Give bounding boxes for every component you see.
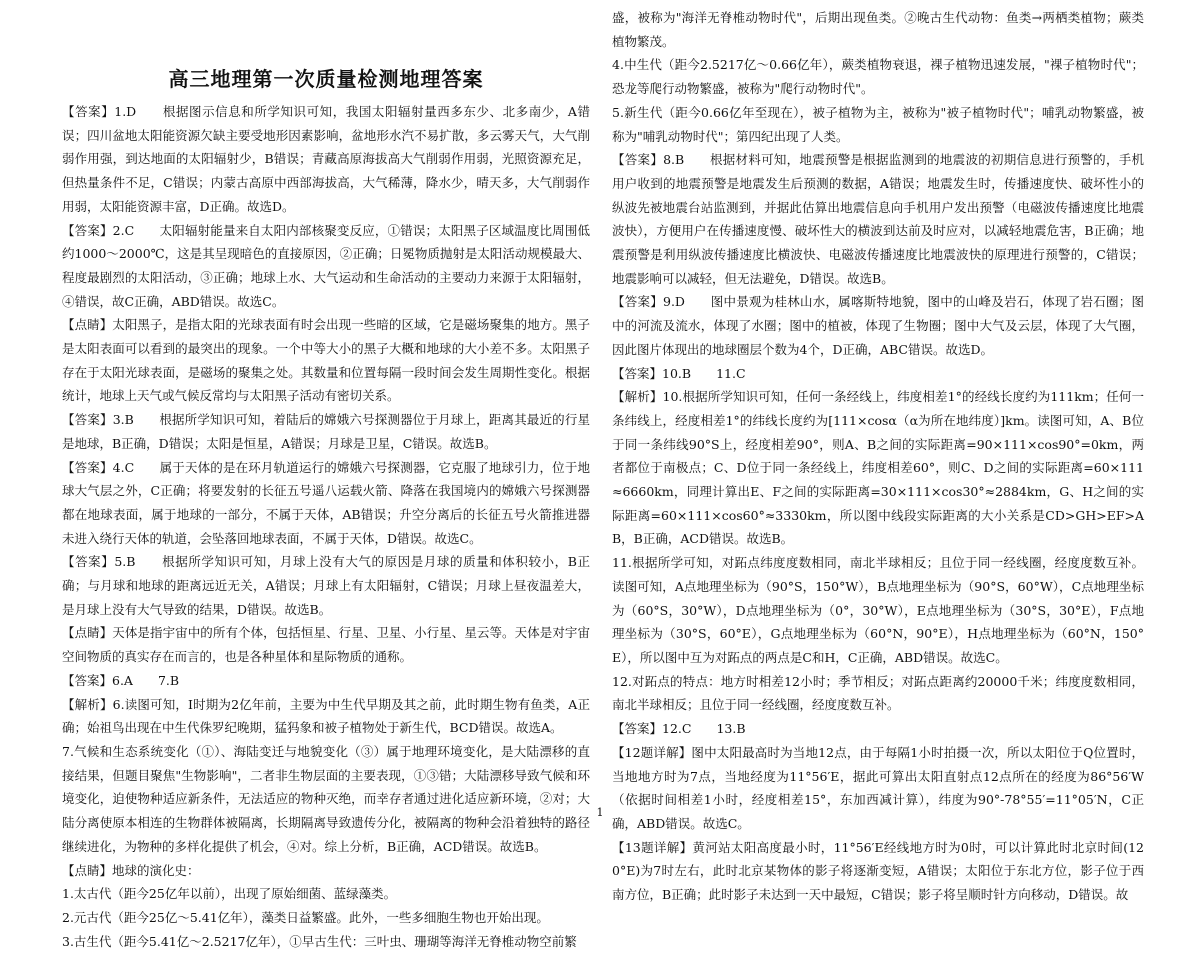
answer-paragraph: 【答案】2.C 太阳辐射能量来自太阳内部核聚变反应，①错误；太阳黑子区域温度比周围低约1000～2000℃，这是其呈现暗色的直接原因，②正确；日冕物质抛射是太阳活动规模最大、程度最剧烈的太阳活动，③正确；地球上水、大气运动和生命活动的主要动力来源于太阳辐射，④错误，故C正确，ABD错误。故选C。 bbox=[62, 222, 590, 309]
answer-paragraph: 【答案】4.C 属于天体的是在环月轨道运行的嫦娥六号探测器，它克服了地球引力，位于地球大气层之外，C正确；将要发射的长征五号遥八运载火箭、降落在我国境内的嫦娥六号探测器都在地球表面，属于地球的一部分，不属于天体，AB错误；升空分离后的长征五号火箭推进器未进入绕行天体的轨道，会坠落回地球表面，不属于天体，D错误。故选C。 bbox=[62, 459, 590, 546]
page-title: 高三地理第一次质量检测地理答案 bbox=[168, 67, 484, 91]
answer-paragraph: 【答案】9.D 图中景观为桂林山水，属喀斯特地貌，图中的山峰及岩石，体现了岩石圈；图中的河流及流水，体现了水圈；图中的植被，体现了生物圈；图中大气及云层，体现了大气圈，因此图片体现出的地球圈层个数为4个，D正确，ABC错误。故选D。 bbox=[612, 294, 1144, 357]
list-item: 盛，被称为"海洋无脊椎动物时代"，后期出现鱼类。②晚古生代动物：鱼类→两栖类植物；蕨类植物繁茂。 bbox=[612, 10, 1144, 49]
analysis-paragraph: 11.根据所学可知，对跖点纬度度数相同，南北半球相反；且位于同一经线圈，经度度数互补。读图可知，A点地理坐标为（90°S，150°W），B点地理坐标为（90°S，60°W），C点地理坐标为（60°S，30°W），D点地理坐标为（0°，30°W），E点地理坐标为（30°S，30°E），F点地理坐标为（30°S，60°E），G点地理坐标为（60°N，90°E），H点地理坐标为（60°N，150°E），所以图中互为对跖点的两点是C和H，C正确，ABD错误。故选C。 bbox=[612, 555, 1144, 665]
list-item: 1.太古代（距今25亿年以前），出现了原始细菌、蓝绿藻类。 bbox=[62, 886, 397, 902]
list-item: 4.中生代（距今2.5217亿～0.66亿年），蕨类植物衰退，裸子植物迅速发展，"裸子植物时代"；恐龙等爬行动物繁盛，被称为"爬行动物时代"。 bbox=[612, 57, 1144, 97]
analysis-paragraph: 【12题详解】图中太阳最高时为当地12点，由于每隔1小时拍摄一次，所以太阳位于Q位置时，当地地方时为7点，当地经度为11°56′E，据此可算出太阳直射点12点所在的经度为86°56′W（依据时间相差1小时，经度相差15°，东加西减计算），纬度为90°-78°55′=11°05′N，C正确，ABD错误。故选C。 bbox=[612, 744, 1144, 831]
answer-paragraph: 【答案】12.C 13.B bbox=[612, 721, 746, 737]
left-column-content bbox=[62, 100, 590, 953]
answer-paragraph: 【答案】1.D 根据图示信息和所学知识可知，我国太阳辐射量西多东少、北多南少，A错误；四川盆地太阳能资源欠缺主要受地形因素影响，盆地形水汽不易扩散，多云雾天气，大气削弱作用强，到达地面的太阳辐射少，B错误；青藏高原海拔高大气削弱作用弱，光照资源充足，但热量条件不足，C错误；内蒙古高原中西部海拔高，大气稀薄，降水少，晴天多，大气削弱作用弱，太阳能资源丰富，D正确。故选D。 bbox=[62, 104, 590, 214]
answer-paragraph: 【答案】5.B 根据所学知识可知，月球上没有大气的原因是月球的质量和体积较小，B正确；与月球和地球的距离远近无关，A错误；月球上有太阳辐射，C错误；月球上昼夜温差大，是月球上没有大气导致的结果，D错误。故选B。 bbox=[62, 554, 590, 617]
analysis-paragraph: 7.气候和生态系统变化（①）、海陆变迁与地貌变化（③）属于地理环境变化，是大陆漂移的直接结果，但题目聚焦"生物影响"，二者非生物层面的主要表现，①③错；大陆漂移导致气候和环境变化，迫使物种适应新条件，无法适应的物种灭绝，而幸存者通过进化适应新环境，②对；大陆分离使原本相连的生物群体被隔离，长期隔离导致遗传分化，被隔离的物种会沿着独特的路径继续进化，为物种的多样化提供了机会，④对。综上分析，B正确，ACD错误。故选B。 bbox=[62, 743, 590, 854]
right-column bbox=[612, 6, 1144, 907]
answer-paragraph: 【答案】6.A 7.B bbox=[62, 672, 180, 688]
list-item: 5.新生代（距今0.66亿年至现在），被子植物为主，被称为"被子植物时代"；哺乳动物繁盛，被称为"哺乳动物时代"；第四纪出现了人类。 bbox=[612, 104, 1144, 144]
note-paragraph: 【点睛】地球的演化史： bbox=[62, 862, 200, 878]
analysis-paragraph: 【解析】6.读图可知，Ⅰ时期为2亿年前，主要为中生代早期及其之前，此时期生物有鱼类，A正确；始祖鸟出现在中生代侏罗纪晚期，猛犸象和被子植物处于新生代，BCD错误。故选A。 bbox=[62, 696, 590, 736]
note-paragraph: 【点睛】太阳黑子，是指太阳的光球表面有时会出现一些暗的区域，它是磁场聚集的地方。黑子是太阳表面可以看到的最突出的现象。一个中等大小的黑子大概和地球的大小差不多。太阳黑子存在于太阳光球表面，是磁场的聚集之处。其数量和位置每隔一段时间会发生周期性变化。根据统计，地球上天气或气候反常均与太阳黑子活动有密切关系。 bbox=[62, 317, 590, 404]
answer-paragraph: 【答案】10.B 11.C bbox=[612, 365, 746, 381]
analysis-paragraph: 【解析】10.根据所学知识可知，任何一条经线上，纬度相差1°的经线长度约为111km；任何一条纬线上，经度相差1°的纬线长度约为[111×cosα（α为所在地纬度）]km。读图可知，A、B位于同一条纬线90°S上，经度相差90°，则A、B之间的实际距离=90×111×cos90°=0km，两者都位于南极点；C、D位于同一条经线上，纬度相差60°，则C、D之间的实际距离=60×111≈6660km，同理计算出E、F之间的实际距离=30×111×cos30°≈2884km，G、H之间的实际距离=60×111×cos60°≈3330km，所以图中线段实际距离的大小关系是CD>GH>EF>AB，B正确，ACD错误。故选B。 bbox=[612, 389, 1144, 547]
note-paragraph: 【点睛】天体是指宇宙中的所有个体，包括恒星、行星、卫星、小行星、星云等。天体是对宇宙空间物质的真实存在而言的，也是各种星体和星际物质的通称。 bbox=[62, 625, 590, 665]
analysis-paragraph: 【13题详解】黄河站太阳高度最小时，11°56′E经线地方时为0时，可以计算此时北京时间(120°E)为7时左右，此时北京某物体的影子将逐渐变短，A错误；太阳位于东北方位，影子位于西南方位，B正确；此时影子未达到一天中最短，C错误；影子将呈顺时针方向移动，D错误。故 bbox=[612, 839, 1144, 903]
page-number: 1 bbox=[596, 806, 604, 819]
list-item: 3.古生代（距今5.41亿～2.5217亿年），①早古生代：三叶虫、珊瑚等海洋无脊椎动物空前繁 bbox=[62, 933, 577, 949]
answer-paragraph: 【答案】8.B 根据材料可知，地震预警是根据监测到的地震波的初期信息进行预警的，手机用户收到的地震预警是地震发生后预测的数据，A错误；地震发生时，传播速度快、破坏性小的纵波先被地震台站监测到，并据此估算出地震信息向手机用户发出预警（电磁波传播速度比地震波快），方便用户在传播速度慢、破坏性大的横波到达前及时应对，以减轻地震危害，B正确；地震预警是利用纵波传播速度比横波快、电磁波传播速度比地震波快的原理进行预警的，C错误；地震影响可以减轻，但无法避免，D错误。故选B。 bbox=[612, 152, 1144, 286]
list-item: 2.元古代（距今25亿～5.41亿年），藻类日益繁盛。此外，一些多细胞生物也开始出现。 bbox=[62, 909, 549, 925]
answer-paragraph: 【答案】3.B 根据所学知识可知，着陆后的嫦娥六号探测器位于月球上，距离其最近的行星是地球，B正确，D错误；太阳是恒星，A错误；月球是卫星，C错误。故选B。 bbox=[62, 412, 590, 451]
analysis-paragraph: 12.对跖点的特点：地方时相差12小时；季节相反；对跖点距离约20000千米；纬度度数相同，南北半球相反；且位于同一经线圈，经度度数互补。 bbox=[612, 673, 1144, 713]
